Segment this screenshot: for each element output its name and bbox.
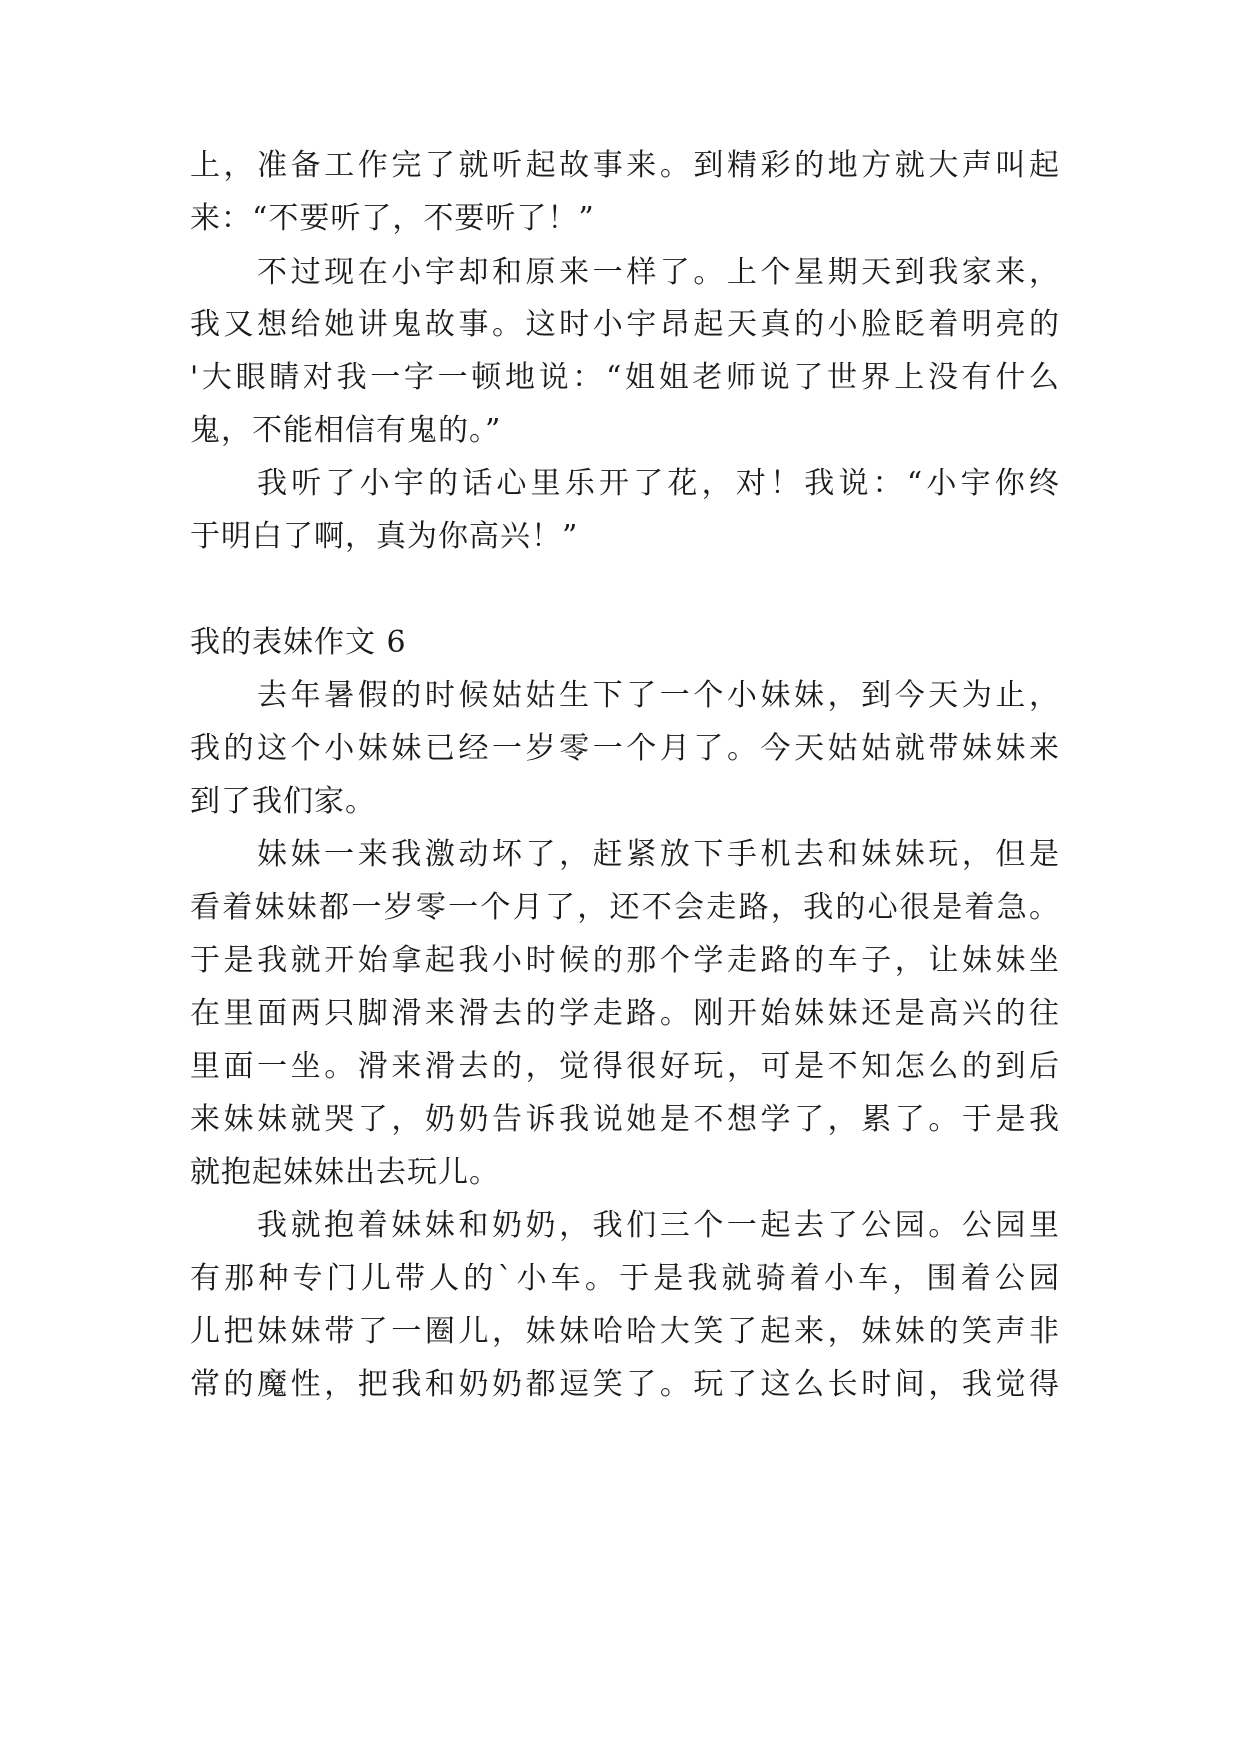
paragraph-line: 鬼，不能相信有鬼的。” <box>190 413 502 448</box>
paragraph-line: 妹妹一来我激动坏了，赶紧放下手机去和妹妹玩，但是 <box>257 837 1060 872</box>
paragraph-line: 看着妹妹都一岁零一个月了，还不会走路，我的心很是着急。 <box>190 890 1060 925</box>
paragraph-line: 于明白了啊，真为你高兴！” <box>190 519 579 554</box>
paragraph-line: 我的这个小妹妹已经一岁零一个月了。今天姑姑就带妹妹来 <box>190 731 1060 766</box>
paragraph-line: '大眼睛对我一字一顿地说：“姐姐老师说了世界上没有什么 <box>190 360 1060 395</box>
paragraph-line: 常的魔性，把我和奶奶都逗笑了。玩了这么长时间，我觉得 <box>190 1367 1060 1402</box>
paragraph-line: 有那种专门儿带人的`小车。于是我就骑着小车，围着公园 <box>190 1261 1060 1296</box>
paragraph-line: 在里面两只脚滑来滑去的学走路。刚开始妹妹还是高兴的往 <box>190 996 1060 1031</box>
paragraph-line: 来：“不要听了，不要听了！” <box>190 201 595 236</box>
paragraph-line: 来妹妹就哭了，奶奶告诉我说她是不想学了，累了。于是我 <box>190 1102 1060 1137</box>
paragraph-line: 不过现在小宇却和原来一样了。上个星期天到我家来， <box>257 255 1060 290</box>
paragraph-line: 儿把妹妹带了一圈儿，妹妹哈哈大笑了起来，妹妹的笑声非 <box>190 1314 1060 1349</box>
paragraph-line: 里面一坐。滑来滑去的，觉得很好玩，可是不知怎么的到后 <box>190 1049 1060 1084</box>
paragraph-line: 上，准备工作完了就听起故事来。到精彩的地方就大声叫起 <box>190 148 1060 183</box>
paragraph-line: 于是我就开始拿起我小时候的那个学走路的车子，让妹妹坐 <box>190 943 1060 978</box>
paragraph-line: 就抱起妹妹出去玩儿。 <box>190 1155 500 1190</box>
paragraph-line: 我又想给她讲鬼故事。这时小宇昂起天真的小脸眨着明亮的 <box>190 307 1060 342</box>
paragraph-line: 我就抱着妹妹和奶奶，我们三个一起去了公园。公园里 <box>257 1208 1060 1243</box>
paragraph-line: 到了我们家。 <box>190 784 376 819</box>
section-heading: 我的表妹作文 6 <box>190 625 407 660</box>
paragraph-line: 去年暑假的时候姑姑生下了一个小妹妹，到今天为止， <box>257 678 1060 713</box>
paragraph-line: 我听了小宇的话心里乐开了花，对！我说：“小宇你终 <box>257 466 1060 501</box>
